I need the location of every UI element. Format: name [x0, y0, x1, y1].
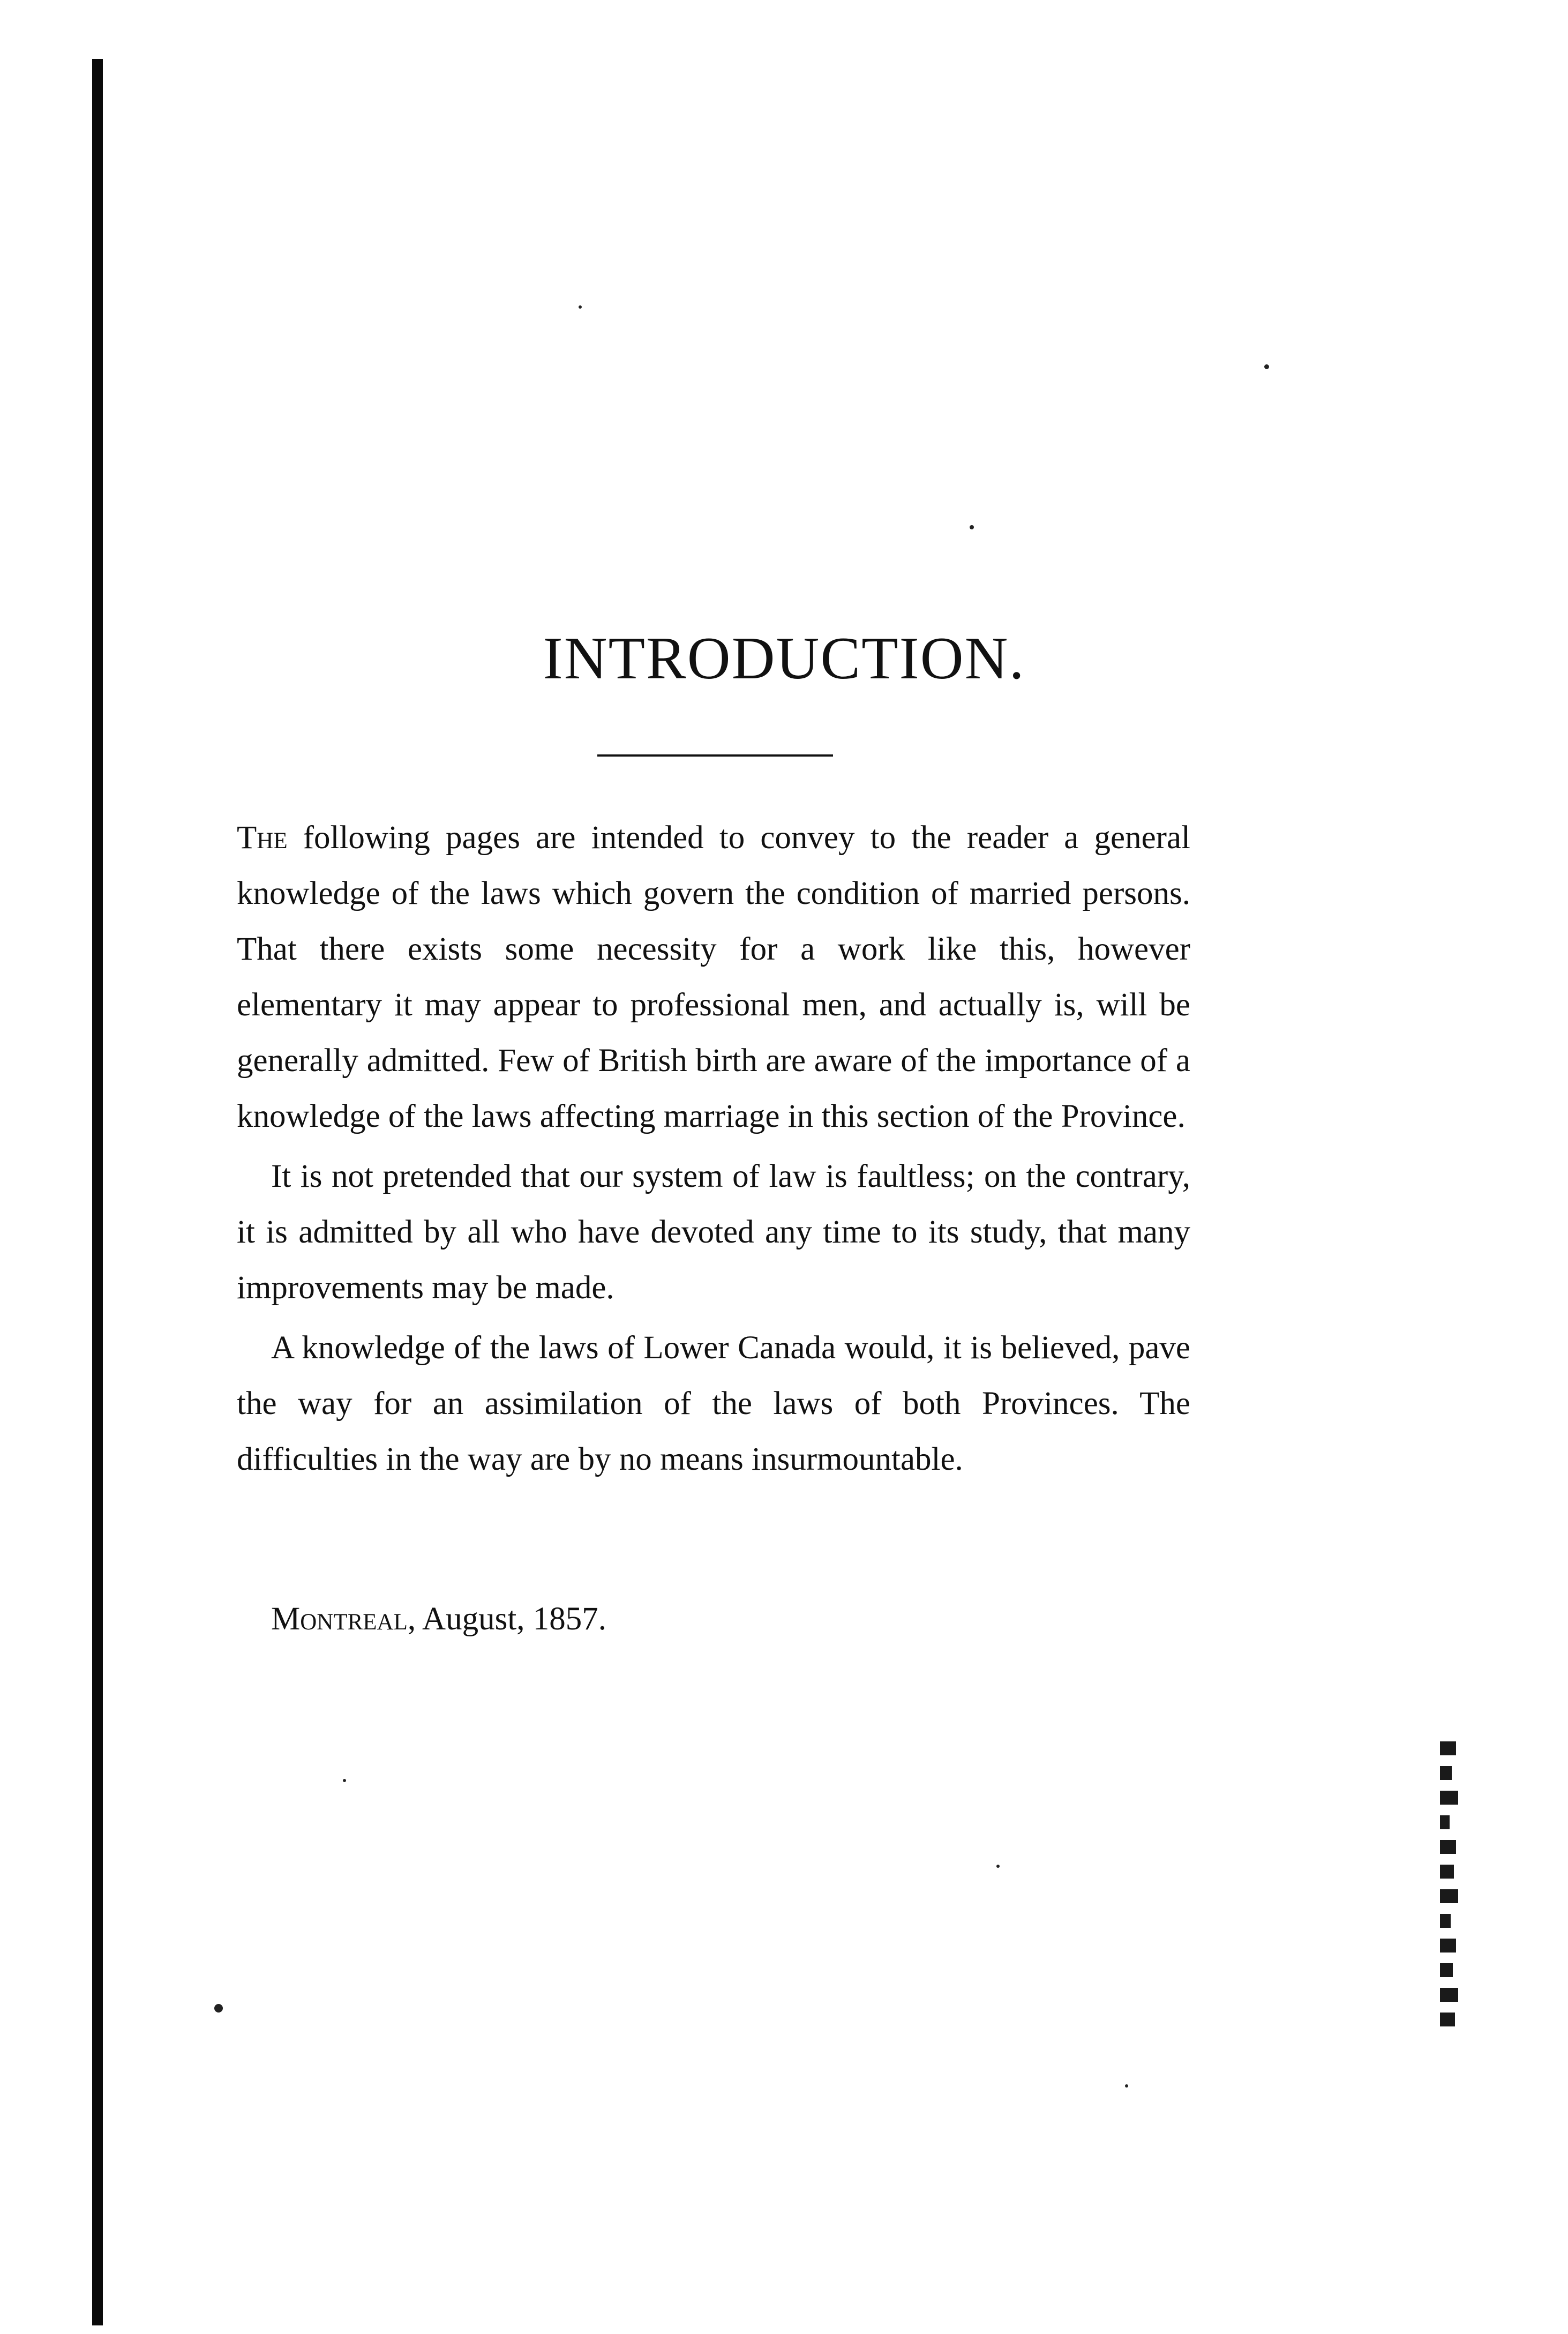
- scan-speck: [970, 525, 974, 529]
- scan-speck: [579, 305, 582, 309]
- scan-speck: [1125, 2084, 1128, 2088]
- paragraph-1: [237, 810, 1190, 1144]
- signoff-place: Montreal,: [271, 1601, 416, 1637]
- paragraph-3: A knowledge of the laws of Lower Canada would, it is believed, pave the way for an assimilation of the laws of both Provinces. The difficulties in the way are by no means insurmountable.: [237, 1330, 1190, 1477]
- paragraph-1-lead: The: [237, 820, 288, 856]
- scan-speck: [996, 1865, 1000, 1868]
- binding-shadow: [92, 59, 103, 2325]
- title-rule: [597, 754, 833, 757]
- place-date: [271, 1591, 606, 1647]
- scan-speck: [214, 2004, 223, 2013]
- page-title: INTRODUCTION.: [543, 625, 1025, 692]
- body-text: [237, 810, 1190, 1492]
- paragraph-2: It is not pretended that our system of law is faultless; on the contrary, it is admitted by all who have devoted any time to its study, that many improvements may be made.: [237, 1158, 1190, 1306]
- signoff-date: August, 1857.: [416, 1601, 607, 1637]
- paragraph-1-text: following pages are intended to convey to the reader a general knowledge of the laws which govern the condition of married persons. That there exists some necessity for a work like this, however elementary it may appear to professional men, and actually is, will be generally admitted. Few of British birth are aware of the importance of a knowledge of the laws affecting marriage in this section of the Province.: [237, 820, 1190, 1134]
- edge-marks: [1440, 1741, 1461, 2116]
- scan-speck: [1264, 364, 1269, 369]
- scan-speck: [343, 1779, 346, 1782]
